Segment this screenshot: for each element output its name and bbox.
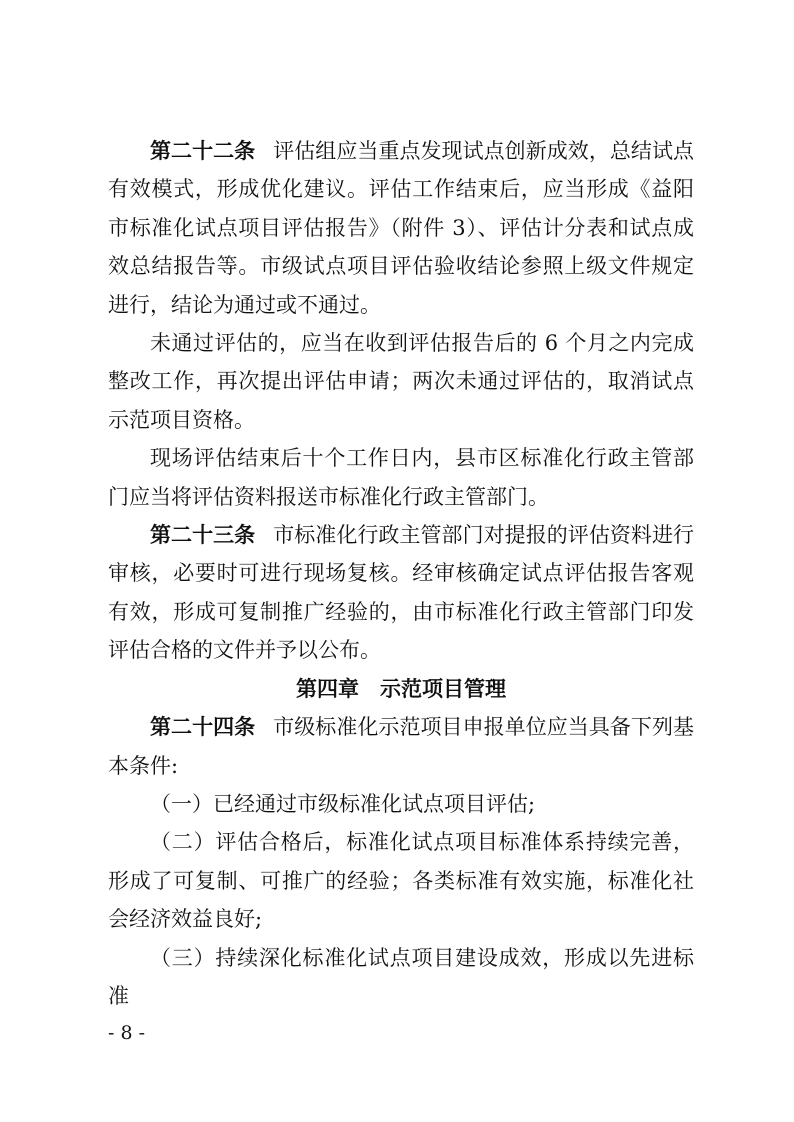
list-item: （二）评估合格后，标准化试点项目标准体系持续完善，形成了可复制、可推广的经验；各类标准有效实施，标准化社会经济效益良好;	[108, 830, 694, 932]
article-text: 评估组应当重点发现试点创新成效，总结试点有效模式，形成优化建议。评估工作结束后，应当形成《益阳市标准化试点项目评估报告》（附件 3）、评估计分表和试点成效总结报告等。市级试点项目评估验收结论参照上级文件规定进行，结论为通过或不通过。	[108, 139, 695, 317]
paragraph: 未通过评估的，应当在收到评估报告后的 6 个月之内完成整改工作，再次提出评估申请；两次未通过评估的，取消试点示范项目资格。	[108, 331, 694, 432]
article-23	[108, 516, 694, 670]
article-label: 第二十四条	[150, 715, 256, 740]
article-label: 第二十三条	[150, 523, 256, 548]
article-label: 第二十二条	[150, 139, 256, 163]
article-24	[108, 708, 694, 785]
article-22	[108, 132, 694, 324]
list-item: （三）持续深化标准化试点项目建设成效，形成以先进标准	[108, 945, 694, 1008]
paragraph: 现场评估结束后十个工作日内，县市区标准化行政主管部门应当将评估资料报送市标准化行政主管部门。	[108, 446, 694, 509]
article-text: 市级标准化示范项目申报单位应当具备下列基本条件:	[108, 715, 695, 778]
list-item: （一）已经通过市级标准化试点项目评估;	[150, 791, 536, 816]
chapter-title: 第四章 示范项目管理	[296, 676, 506, 701]
page-number: - 8 -	[108, 1022, 146, 1044]
document-body	[108, 132, 694, 1015]
article-text: 市标准化行政主管部门对提报的评估资料进行审核，必要时可进行现场复核。经审核确定试点评估报告客观有效，形成可复制推广经验的，由市标准化行政主管部门印发评估合格的文件并予以公布。	[108, 523, 695, 663]
